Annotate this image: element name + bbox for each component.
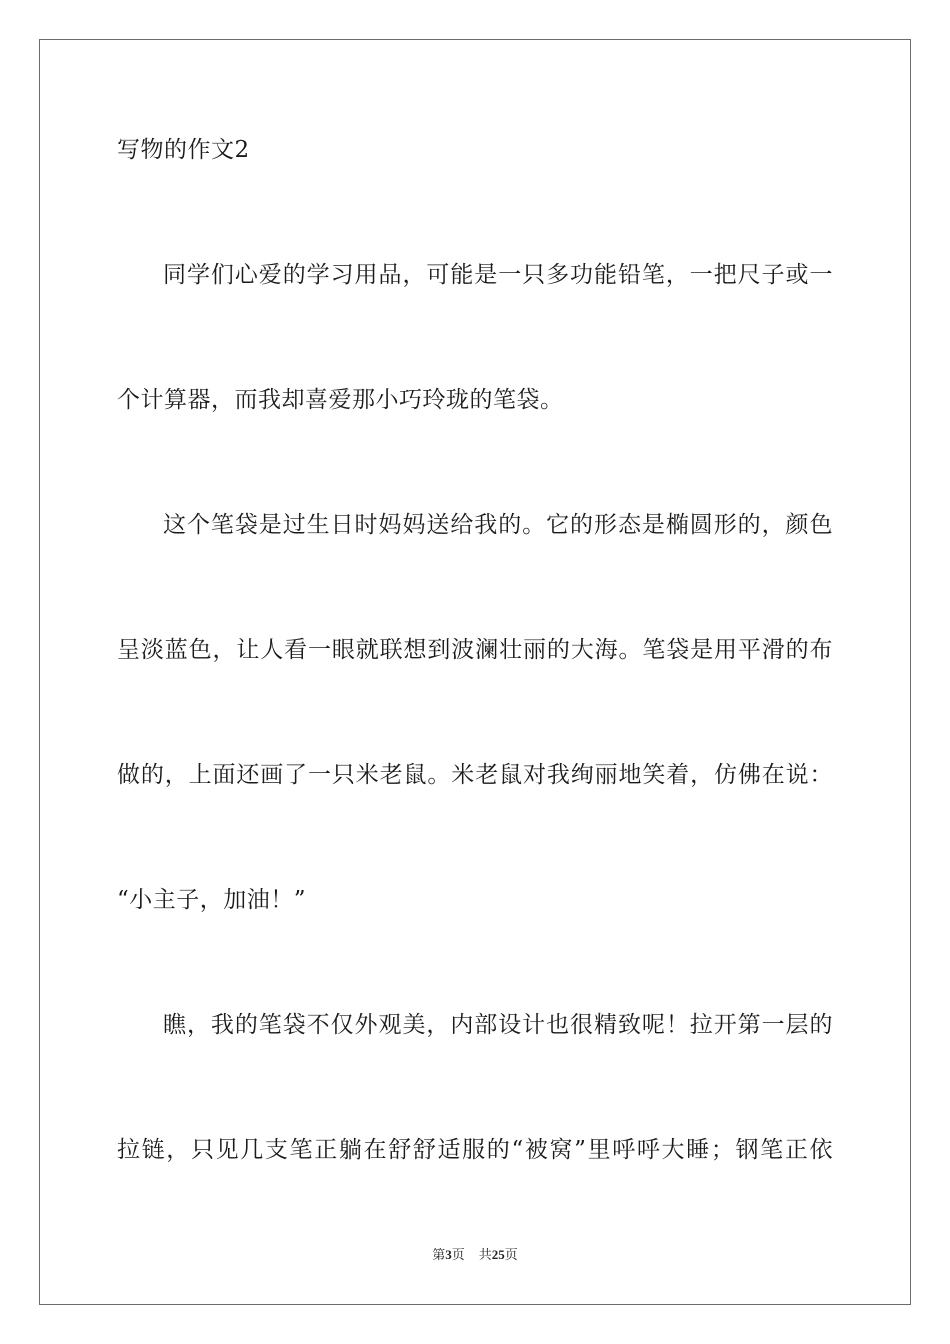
document-title: 写物的作文2 (117, 137, 250, 163)
footer-page-prefix: 第 (432, 1248, 446, 1263)
paragraph-2-line-4: “小主子，加油！” (117, 887, 307, 913)
footer-total-suffix: 页 (504, 1248, 518, 1263)
page-footer (0, 1246, 950, 1265)
page-border (39, 39, 911, 1305)
footer-page-suffix: 页 (451, 1248, 465, 1263)
paragraph-2-line-1: 这个笔袋是过生日时妈妈送给我的。它的形态是椭圆形的，颜色 (163, 512, 833, 538)
paragraph-1-line-2: 个计算器，而我却喜爱那小巧玲珑的笔袋。 (117, 387, 564, 413)
footer-total-prefix: 共 (478, 1248, 492, 1263)
footer-page-number: 3 (445, 1247, 452, 1262)
paragraph-2-line-2: 呈淡蓝色，让人看一眼就联想到波澜壮丽的大海。笔袋是用平滑的布 (117, 637, 833, 663)
paragraph-3-line-1: 瞧，我的笔袋不仅外观美，内部设计也很精致呢！拉开第一层的 (163, 1012, 833, 1038)
paragraph-1-line-1: 同学们心爱的学习用品，可能是一只多功能铅笔，一把尺子或一 (163, 262, 833, 288)
paragraph-2-line-3: 做的，上面还画了一只米老鼠。米老鼠对我绚丽地笑着，仿佛在说： (117, 762, 833, 788)
paragraph-3-line-2: 拉链，只见几支笔正躺在舒舒适服的“被窝”里呼呼大睡；钢笔正依 (117, 1137, 833, 1163)
footer-total-pages: 25 (491, 1247, 505, 1262)
